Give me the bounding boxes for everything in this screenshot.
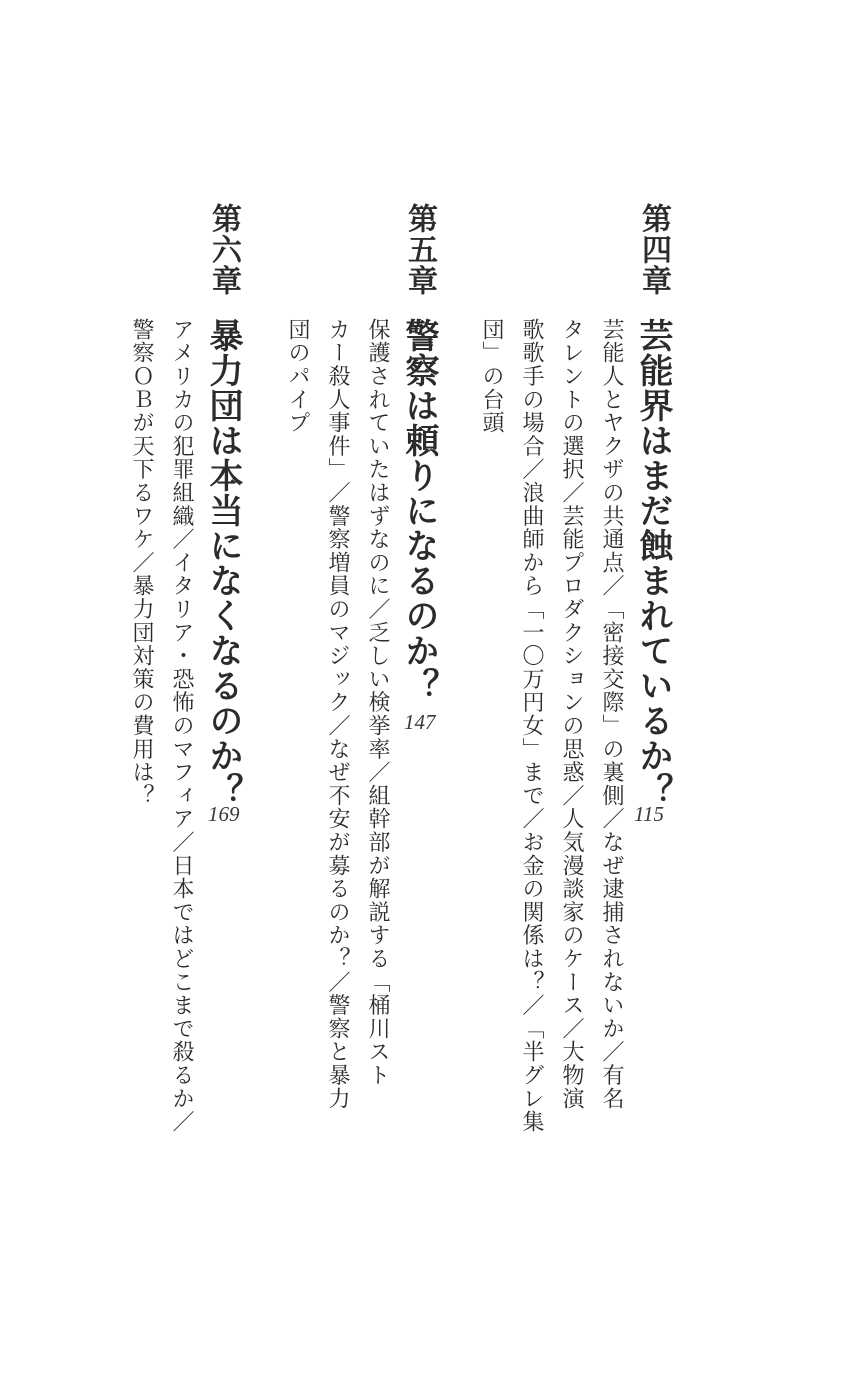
- chapter-4-page-number: 115: [634, 802, 664, 826]
- chapter-4-summary-line-3: 歌歌手の場合／浪曲師から「一〇万円女」まで／お金の関係は？／「半グレ集: [519, 318, 544, 1134]
- chapter-4-summary-line-4: 団」の台頭: [479, 318, 504, 435]
- chapter-5-title: 警察は頼りになるのか？: [399, 318, 439, 703]
- chapter-5-summary-line-3: 団のパイプ: [285, 318, 310, 435]
- chapter-6-title: 暴力団は本当になくなるのか？: [203, 318, 243, 808]
- chapter-6-page-number: 169: [208, 802, 240, 826]
- chapter-5-label: 第五章: [402, 203, 437, 296]
- chapter-4-summary-line-1: 芸能人とヤクザの共通点／「密接交際」の裏側／なぜ逮捕されないか／有名: [599, 318, 624, 1111]
- chapter-6-summary-line-1: アメリカの犯罪組織／イタリア・恐怖のマフィア／日本ではどこまで殺るか／: [169, 318, 194, 1134]
- chapter-4-label: 第四章: [636, 203, 671, 296]
- chapter-5-page-number: 147: [404, 710, 436, 734]
- chapter-4-title: 芸能界はまだ蝕まれているか？: [633, 318, 673, 808]
- chapter-6-summary-line-2: 警察ＯＢが天下るワケ／暴力団対策の費用は？: [129, 318, 154, 808]
- chapter-5-summary-line-1: 保護されていたはずなのに／乏しい検挙率／組幹部が解説する「桶川スト: [365, 318, 390, 1087]
- chapter-4-summary-line-2: タレントの選択／芸能プロダクションの思惑／人気漫談家のケース／大物演: [559, 318, 584, 1111]
- chapter-5-summary-line-2: カー殺人事件」／警察増員のマジック／なぜ不安が募るのか？／警察と暴力: [325, 318, 350, 1111]
- chapter-6-label: 第六章: [206, 203, 241, 296]
